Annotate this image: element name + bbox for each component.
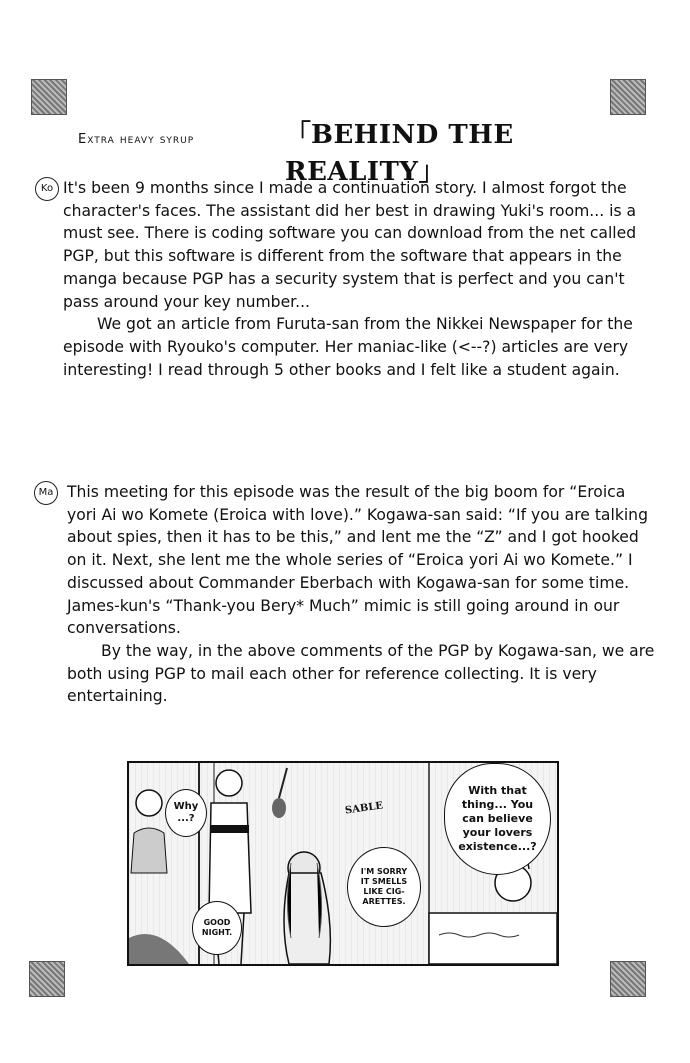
speech-bubble-goodnight: GOOD NIGHT. [192, 901, 242, 955]
title-bracket-open: 「 [285, 120, 312, 150]
wall-sign: SABLE [344, 800, 384, 817]
speech-bubble-with-that: With that thing... You can believe your lovers existence...? [444, 763, 551, 875]
comment-paragraph: This meeting for this episode was the result of the big boom for “Eroica yori Ai wo Komete (Eroica with love).” Kogawa-san said: “If you are talking about spies, then it has to be this,” and lent me the “Z” and I got hooked on it. Next, she lent me the whole series of “Eroica yori Ai wo Komete.” I discussed about Commander Eberbach with Kogawa-san for some time. James-kun's “Thank-you Bery* Much” mimic is still going around in our conversations. [67, 483, 648, 638]
speech-bubble-why: Why ...? [165, 789, 207, 837]
page-title: BEHIND THE REALITY [285, 120, 514, 187]
comment-paragraph: By the way, in the above comments of the PGP by Kogawa-san, we are both using PGP to mail each other for reference collecting. It is very entertaining. [67, 641, 655, 706]
comment-paragraph: It's been 9 months since I made a continuation story. I almost forgot the character's faces. The assistant did her best in drawing Yuki's room... is a must see. There is coding software you can download from the net called PGP, but this software is different from the software that appears in the manga because PGP has a security system that is perfect and you can't pass around your key number... [63, 179, 637, 311]
page-header [78, 112, 638, 187]
corner-marker-bottom-left [29, 961, 65, 997]
corner-marker-bottom-right [610, 961, 646, 997]
corner-marker-top-left [31, 79, 67, 115]
speech-bubble-sorry: I'M SORRY IT SMELLS LIKE CIG- ARETTES. [347, 847, 421, 927]
comment-paragraph: We got an article from Furuta-san from the Nikkei Newspaper for the episode with Ryouko's computer. Her maniac-like (<--?) articles are very interesting! I read through 5 other books and I felt like a student again. [63, 315, 633, 379]
author-badge-ma: Ma [34, 481, 58, 505]
comment-section-ma [67, 481, 657, 708]
title-bracket-close: 」 [418, 157, 445, 187]
corner-marker-top-right [610, 79, 646, 115]
manga-panel [127, 761, 559, 966]
author-badge-ko: Ko [35, 177, 59, 201]
series-title: Extra heavy syrup [78, 132, 195, 147]
comment-section-ko [63, 177, 653, 381]
